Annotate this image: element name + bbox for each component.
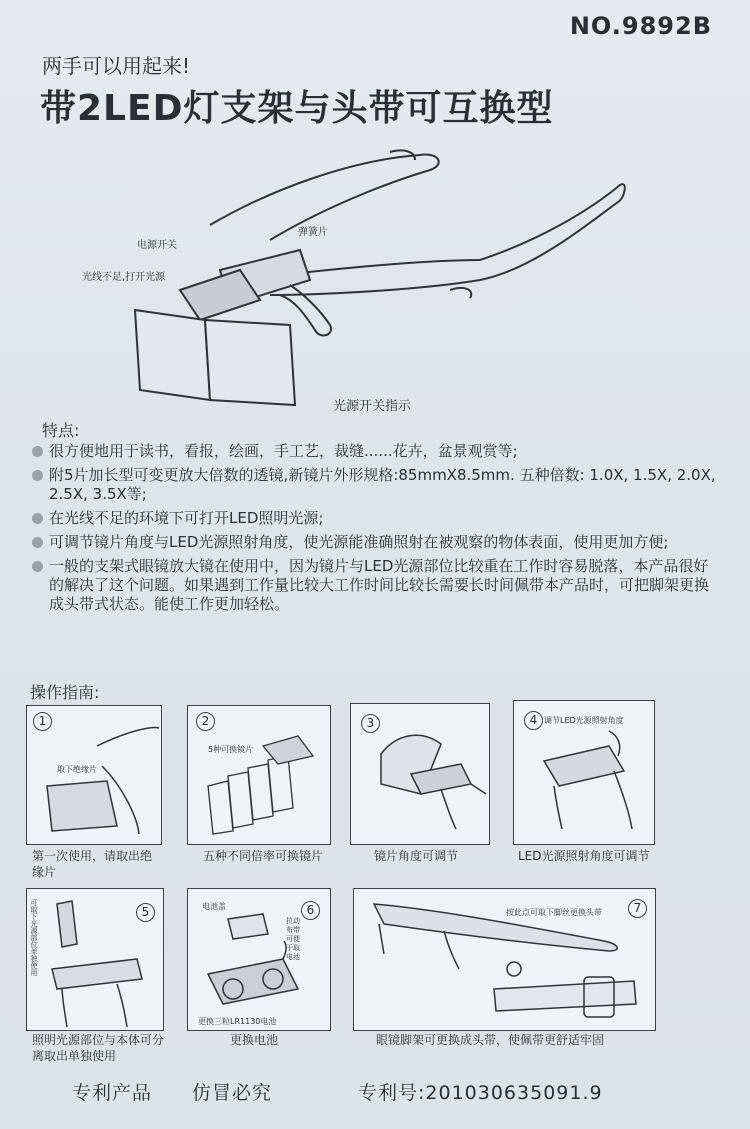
- bullet-icon: [32, 537, 43, 548]
- step-7-panel: [353, 888, 656, 1031]
- features-list: [32, 442, 722, 619]
- step-callout: 可取下光源部位单独使用: [30, 899, 38, 976]
- step-5-caption: 照明光源部位与本体可分离取出单独使用: [32, 1033, 165, 1063]
- model-number: NO.9892B: [569, 12, 712, 40]
- light-callout: 光线不足,打开光源: [82, 272, 166, 283]
- bullet-icon: [32, 470, 43, 481]
- step-5-panel: [26, 888, 164, 1031]
- patent-product-label: 专利产品: [72, 1082, 153, 1104]
- bullet-icon: [32, 513, 43, 524]
- power-switch-callout: 电源开关: [137, 240, 177, 251]
- bullet-icon: [32, 561, 43, 572]
- step-1-panel: [26, 705, 162, 845]
- features-heading: 特点:: [42, 421, 80, 440]
- spring-callout: 弹簧片: [298, 227, 328, 238]
- step-number: 6: [301, 901, 320, 920]
- step-number: 5: [136, 903, 155, 922]
- feature-item: 在光线不足的环境下可打开LED照明光源;: [32, 509, 722, 528]
- feature-item: 附5片加长型可变更放大倍数的透镜,新镜片外形规格:85mmX8.5mm. 五种倍数: 1.0X, 1.5X, 2.0X, 2.5X, 3.5X等;: [32, 466, 722, 504]
- step-6-caption: 更换电池: [230, 1033, 279, 1047]
- step-2-panel: [187, 705, 331, 845]
- step-number: 3: [361, 714, 380, 733]
- step-callout: 按此点可取下脚丝更换头带: [506, 908, 602, 917]
- step-callout: 取下绝缘片: [57, 765, 97, 774]
- guide-heading: 操作指南:: [30, 683, 100, 702]
- step-callout: 调节LED光源照射角度: [544, 716, 624, 725]
- step-4-panel: [513, 700, 655, 845]
- feature-item: 很方便地用于读书，看报，绘画，手工艺，裁缝......花卉，盆景观赏等;: [32, 442, 722, 461]
- step-callout: 5种可换镜片: [208, 745, 254, 754]
- bullet-icon: [32, 446, 43, 457]
- step-callout-battery: 更换三粒LR1130电池: [198, 1017, 277, 1026]
- step-4-caption: LED光源照射角度可调节: [518, 849, 650, 863]
- hero-caption: 光源开关指示: [333, 399, 412, 414]
- feature-item: 可调节镜片角度与LED光源照射角度，使光源能准确照射在被观察的物体表面，使用更加方便;: [32, 533, 722, 552]
- step-6-panel: [187, 888, 331, 1031]
- step-3-caption: 镜片角度可调节: [374, 849, 459, 863]
- step-number: 4: [524, 711, 543, 730]
- step-number: 2: [196, 712, 215, 731]
- step-callout-pull: 拉动布带可便于取电池: [286, 917, 300, 961]
- step-number: 7: [628, 899, 647, 918]
- subtitle: 两手可以用起来!: [42, 54, 191, 78]
- step-7-caption: 眼镜脚架可更换成头带，使佩带更舒适牢固: [376, 1033, 605, 1047]
- step-callout-battery-cover: 电池盖: [202, 902, 226, 911]
- page-title: 带2LED灯支架与头带可互换型: [40, 88, 554, 129]
- step-number: 1: [33, 712, 52, 731]
- step-1-caption: 第一次使用，请取出绝缘片: [32, 849, 153, 879]
- feature-item: 一般的支架式眼镜放大镜在使用中，因为镜片与LED光源部位比较重在工作时容易脱落，本产品很好的解决了这个问题。如果遇到工作量比较大工作时间比较长需要长时间佩带本产品时，可把脚架更换成头带式状态。能使工作更加轻松。: [32, 557, 722, 614]
- step-3-panel: [350, 703, 490, 845]
- headband-magnifier-illustration: [82, 130, 640, 410]
- step-2-caption: 五种不同倍率可换镜片: [203, 849, 324, 863]
- anti-counterfeit-label: 仿冒必究: [192, 1082, 273, 1104]
- patent-number: 专利号:201030635091.9: [358, 1082, 603, 1104]
